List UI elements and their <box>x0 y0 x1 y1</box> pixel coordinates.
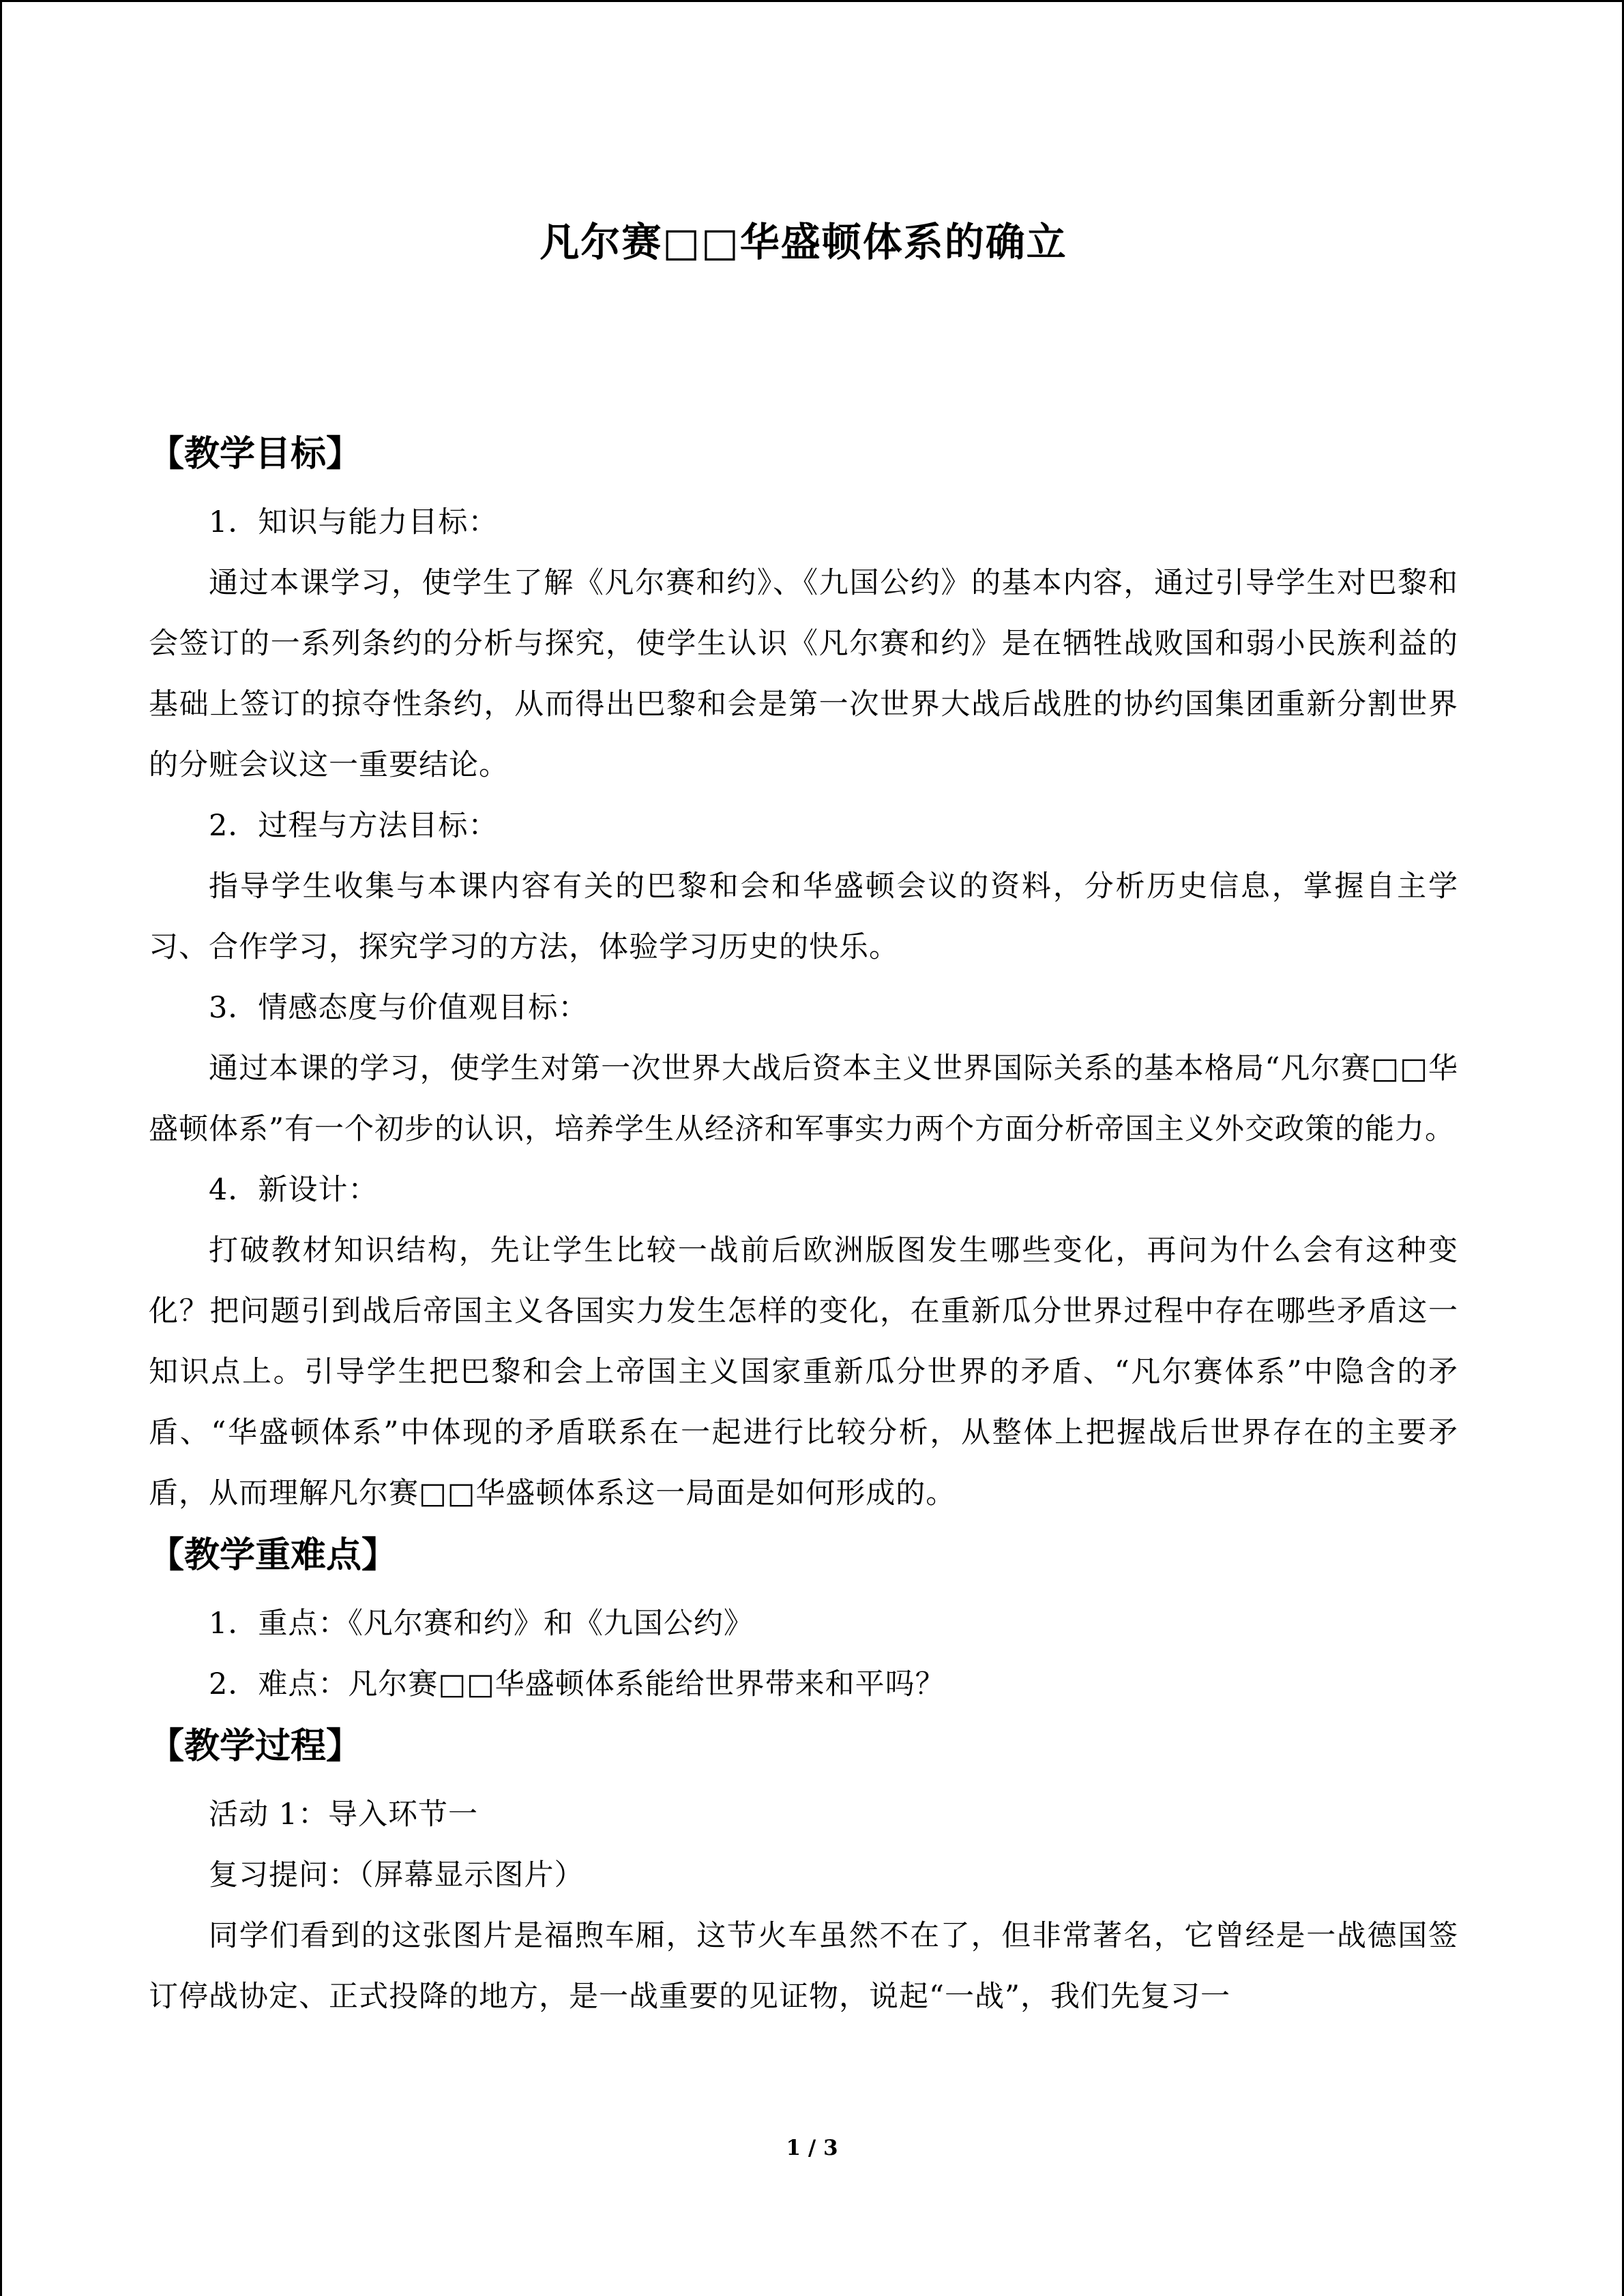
section-heading-process: 【教学过程】 <box>149 1725 362 1767</box>
section-objectives <box>149 423 1458 1524</box>
page-title: 凡尔赛□□华盛顿体系的确立 <box>540 219 1067 265</box>
paragraph: 指导学生收集与本课内容有关的巴黎和会和华盛顿会议的资料，分析历史信息，掌握自主学习、合作学习，探究学习的方法，体验学习历史的快乐。 <box>149 869 1458 964</box>
paragraph: 2．难点：凡尔赛□□华盛顿体系能给世界带来和平吗？ <box>209 1667 945 1701</box>
paragraph: 同学们看到的这张图片是福煦车厢，这节火车虽然不在了，但非常著名，它曾经是一战德国签订停战协定、正式投降的地方，是一战重要的见证物，说起“一战”，我们先复习一 <box>149 1919 1458 2014</box>
document-body <box>149 205 1458 2027</box>
paragraph: 4．新设计： <box>209 1173 379 1207</box>
paragraph: 通过本课的学习，使学生对第一次世界大战后资本主义世界国际关系的基本格局“凡尔赛□□华盛顿体系”有一个初步的认识，培养学生从经济和军事实力两个方面分析帝国主义外交政策的能力。 <box>149 1052 1458 1146</box>
section-heading-objectives: 【教学目标】 <box>149 433 362 475</box>
paragraph: 打破教材知识结构，先让学生比较一战前后欧洲版图发生哪些变化，再问为什么会有这种变化？把问题引到战后帝国主义各国实力发生怎样的变化，在重新瓜分世界过程中存在哪些矛盾这一知识点上。引导学生把巴黎和会上帝国主义国家重新瓜分世界的矛盾、“凡尔赛体系”中隐含的矛盾、“华盛顿体系”中体现的矛盾联系在一起进行比较分析，从整体上把握战后世界存在的主要矛盾，从而理解凡尔赛□□华盛顿体系这一局面是如何形成的。 <box>149 1234 1458 1510</box>
section-heading-keypoints: 【教学重难点】 <box>149 1534 398 1576</box>
paragraph: 通过本课学习，使学生了解《凡尔赛和约》、《九国公约》的基本内容，通过引导学生对巴黎和会签订的一系列条约的分析与探究，使学生认识《凡尔赛和约》是在牺牲战败国和弱小民族利益的基础上签订的掠夺性条约，从而得出巴黎和会是第一次世界大战后战胜的协约国集团重新分割世界的分赃会议这一重要结论。 <box>149 566 1458 782</box>
paragraph: 复习提问：（屏幕显示图片） <box>209 1858 585 1892</box>
paragraph: 1．知识与能力目标： <box>209 505 499 539</box>
page-number: 1 / 3 <box>786 2136 838 2160</box>
paragraph: 2．过程与方法目标： <box>209 809 499 843</box>
paragraph: 活动 1：导入环节一 <box>209 1798 479 1832</box>
paragraph: 3．情感态度与价值观目标： <box>209 991 589 1025</box>
section-process <box>149 1715 1458 2027</box>
section-keypoints <box>149 1524 1458 1715</box>
paragraph: 1．重点：《凡尔赛和约》和《九国公约》 <box>209 1607 754 1641</box>
